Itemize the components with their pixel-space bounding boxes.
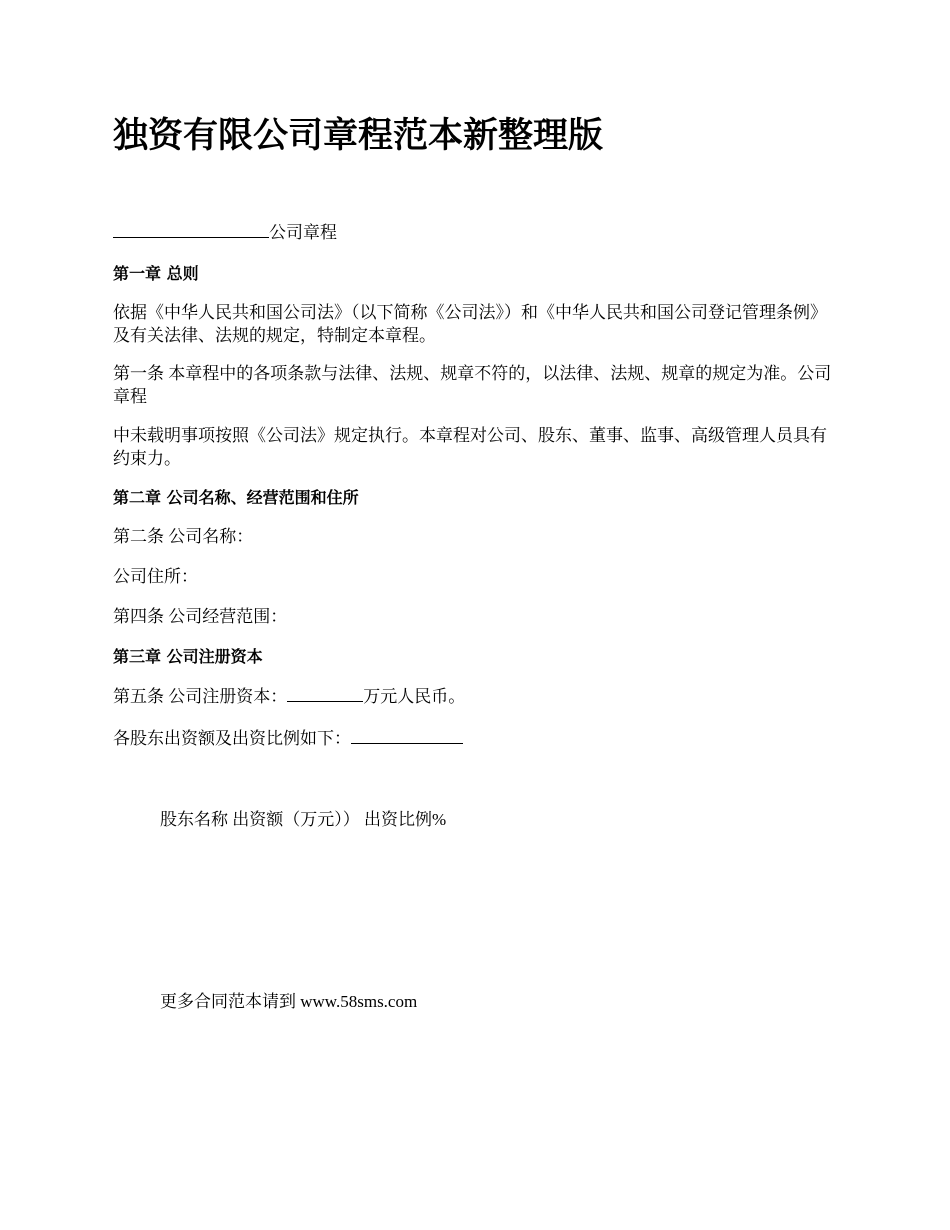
company-address: 公司住所： (113, 567, 198, 586)
article-5-prefix: 第五条 公司注册资本： (113, 687, 288, 706)
chapter-3-heading: 第三章 公司注册资本 (113, 647, 263, 666)
document-title: 独资有限公司章程范本新整理版 (113, 116, 604, 156)
contribution-blank (351, 726, 463, 744)
contribution-intro (113, 726, 839, 750)
article-5-suffix: 万元人民币。 (363, 687, 466, 706)
company-charter-line (113, 220, 839, 244)
capital-amount-blank (287, 684, 363, 702)
basis-paragraph: 依据《中华人民共和国公司法》（以下简称《公司法》）和《中华人民共和国公司登记管理条例》及有关法律、法规的规定，特制定本章程。 (113, 303, 827, 345)
unstated-matters-paragraph: 中未载明事项按照《公司法》规定执行。本章程对公司、股东、董事、监事、高级管理人员具有约束力。 (113, 426, 827, 468)
article-4: 第四条 公司经营范围： (113, 607, 288, 626)
footer-note: 更多合同范本请到 www.58sms.com (160, 992, 418, 1011)
contribution-intro-text: 各股东出资额及出资比例如下： (113, 729, 351, 748)
article-2: 第二条 公司名称： (113, 527, 254, 546)
shareholder-table-header: 股东名称 出资额（万元）） 出资比例% (160, 810, 447, 829)
chapter-1-heading: 第一章 总则 (113, 264, 199, 283)
chapter-2-heading: 第二章 公司名称、经营范围和住所 (113, 488, 359, 507)
article-1: 第一条 本章程中的各项条款与法律、法规、规章不符的，以法律、法规、规章的规定为准。公司章程 (113, 364, 832, 406)
article-5 (113, 684, 839, 708)
company-name-blank (113, 220, 269, 238)
company-charter-label: 公司章程 (269, 223, 337, 242)
